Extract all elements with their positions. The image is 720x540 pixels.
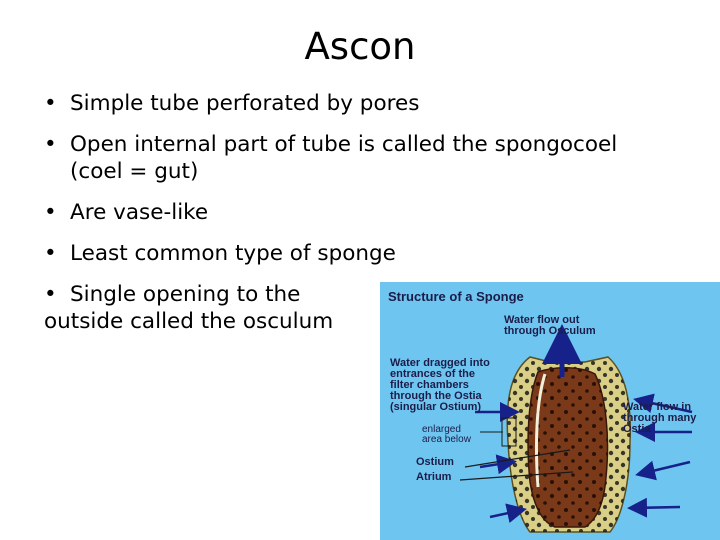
label-line: (singular Ostium) bbox=[390, 401, 482, 413]
label-line: Ostia bbox=[623, 423, 651, 435]
label-line: area below bbox=[422, 434, 471, 445]
label-enlarged-area bbox=[422, 425, 471, 445]
label-ostium: Ostium bbox=[416, 456, 454, 468]
label-line: enlarged bbox=[422, 424, 461, 435]
bullet-item bbox=[44, 90, 674, 117]
label-water-flow-in bbox=[623, 402, 696, 435]
bullet-marker: • bbox=[44, 200, 57, 225]
label-line: entrances of the bbox=[390, 368, 475, 380]
bullet-item bbox=[44, 199, 674, 226]
slide-title: Ascon bbox=[304, 25, 416, 68]
bullet-marker: • bbox=[44, 282, 57, 307]
label-atrium: Atrium bbox=[416, 471, 452, 483]
bullet-marker: • bbox=[44, 91, 57, 116]
bullet-marker: • bbox=[44, 241, 57, 266]
label-line: through Osculum bbox=[504, 325, 596, 337]
bullet-text: Single opening to the bbox=[70, 282, 301, 307]
label-line: Water dragged into bbox=[390, 357, 490, 369]
bullet-text: Simple tube perforated by pores bbox=[70, 91, 420, 116]
bullet-text-continued: (coel = gut) bbox=[70, 159, 199, 184]
bullet-text: Open internal part of tube is called the spongocoel bbox=[70, 132, 618, 157]
bullet-item bbox=[44, 240, 674, 267]
label-line: filter chambers bbox=[390, 379, 469, 391]
label-water-dragged bbox=[390, 358, 490, 413]
label-line: through the Ostia bbox=[390, 390, 482, 402]
bullet-item bbox=[44, 131, 674, 185]
bullet-text-continued: outside called the osculum bbox=[44, 309, 334, 334]
bullet-text: Are vase-like bbox=[70, 200, 209, 225]
sponge-structure-diagram bbox=[380, 282, 720, 540]
label-line: through many bbox=[623, 412, 697, 424]
bullet-marker: • bbox=[44, 132, 57, 157]
diagram-heading: Structure of a Sponge bbox=[388, 289, 524, 304]
label-line: Water flow out bbox=[504, 314, 580, 326]
bullet-text: Least common type of sponge bbox=[70, 241, 396, 266]
label-water-flow-out bbox=[504, 315, 596, 337]
label-line: Water flow in bbox=[623, 401, 692, 413]
